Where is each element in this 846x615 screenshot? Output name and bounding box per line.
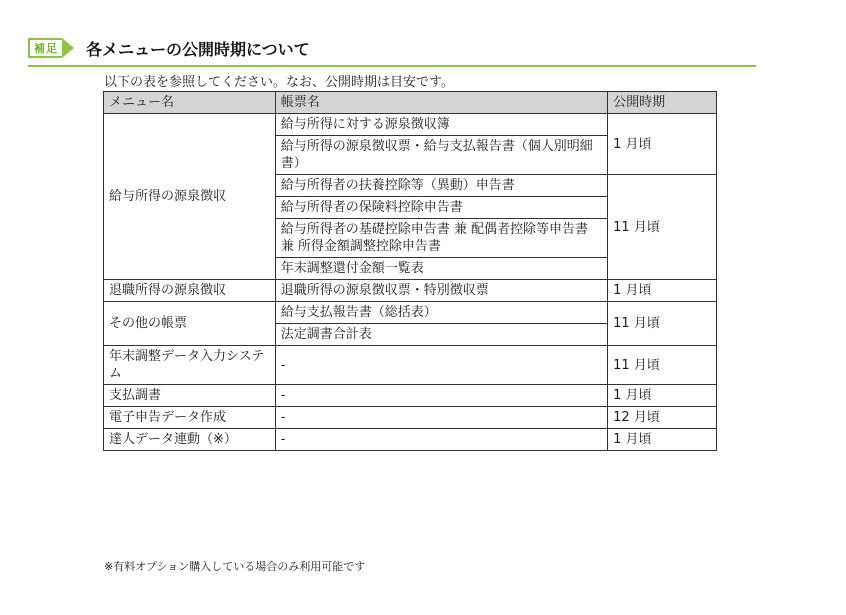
table-row — [104, 346, 717, 385]
table-row — [104, 385, 717, 407]
form-name-cell: 法定調書合計表 — [275, 324, 607, 346]
release-timing-cell: 11 月頃 — [608, 346, 717, 385]
section-header — [28, 38, 756, 66]
form-name-cell: - — [275, 385, 607, 407]
form-name-cell: 年末調整還付金額一覧表 — [275, 258, 607, 280]
table-row — [104, 280, 717, 302]
form-name-cell: 給与所得者の基礎控除申告書 兼 配偶者控除等申告書 兼 所得金額調整控除申告書 — [275, 219, 607, 258]
form-name-cell: 給与所得者の保険料控除申告書 — [275, 197, 607, 219]
release-timing-cell: 1 月頃 — [608, 385, 717, 407]
form-name-cell: - — [275, 429, 607, 451]
menu-name-cell: 電子申告データ作成 — [104, 407, 276, 429]
release-timing-cell: 12 月頃 — [608, 407, 717, 429]
menu-name-cell: その他の帳票 — [104, 302, 276, 346]
menu-name-cell: 達人データ連動（※） — [104, 429, 276, 451]
table-header-row — [104, 92, 717, 114]
column-header-timing: 公開時期 — [608, 92, 717, 114]
release-timing-cell: 1 月頃 — [608, 280, 717, 302]
intro-text: 以下の表を参照してください。なお、公開時期は目安です。 — [104, 75, 454, 90]
menu-name-cell: 給与所得の源泉徴収 — [104, 114, 276, 280]
supplement-badge — [28, 38, 74, 58]
menu-name-cell: 年末調整データ入力システム — [104, 346, 276, 385]
section-title: 各メニューの公開時期について — [86, 40, 310, 59]
form-name-cell: 給与支払報告書（総括表） — [275, 302, 607, 324]
table-row — [104, 429, 717, 451]
form-name-cell: 退職所得の源泉徴収票・特別徴収票 — [275, 280, 607, 302]
release-timing-cell: 11 月頃 — [608, 175, 717, 280]
table-row — [104, 407, 717, 429]
table-row — [104, 114, 717, 136]
table-row — [104, 302, 717, 324]
release-timing-cell: 1 月頃 — [608, 429, 717, 451]
form-name-cell: - — [275, 346, 607, 385]
release-timing-cell: 1 月頃 — [608, 114, 717, 175]
form-name-cell: - — [275, 407, 607, 429]
form-name-cell: 給与所得者の扶養控除等（異動）申告書 — [275, 175, 607, 197]
menu-name-cell: 支払調書 — [104, 385, 276, 407]
release-schedule-table — [103, 91, 717, 451]
release-timing-cell: 11 月頃 — [608, 302, 717, 346]
column-header-form: 帳票名 — [275, 92, 607, 114]
column-header-menu: メニュー名 — [104, 92, 276, 114]
form-name-cell: 給与所得に対する源泉徴収簿 — [275, 114, 607, 136]
form-name-cell: 給与所得の源泉徴収票・給与支払報告書（個人別明細書） — [275, 136, 607, 175]
footnote: ※有料オプション購入している場合のみ利用可能です — [104, 560, 366, 573]
arrow-right-icon — [62, 38, 74, 58]
table-body — [104, 114, 717, 451]
section-divider — [28, 65, 756, 67]
menu-name-cell: 退職所得の源泉徴収 — [104, 280, 276, 302]
supplement-badge-label: 補足 — [28, 38, 62, 58]
